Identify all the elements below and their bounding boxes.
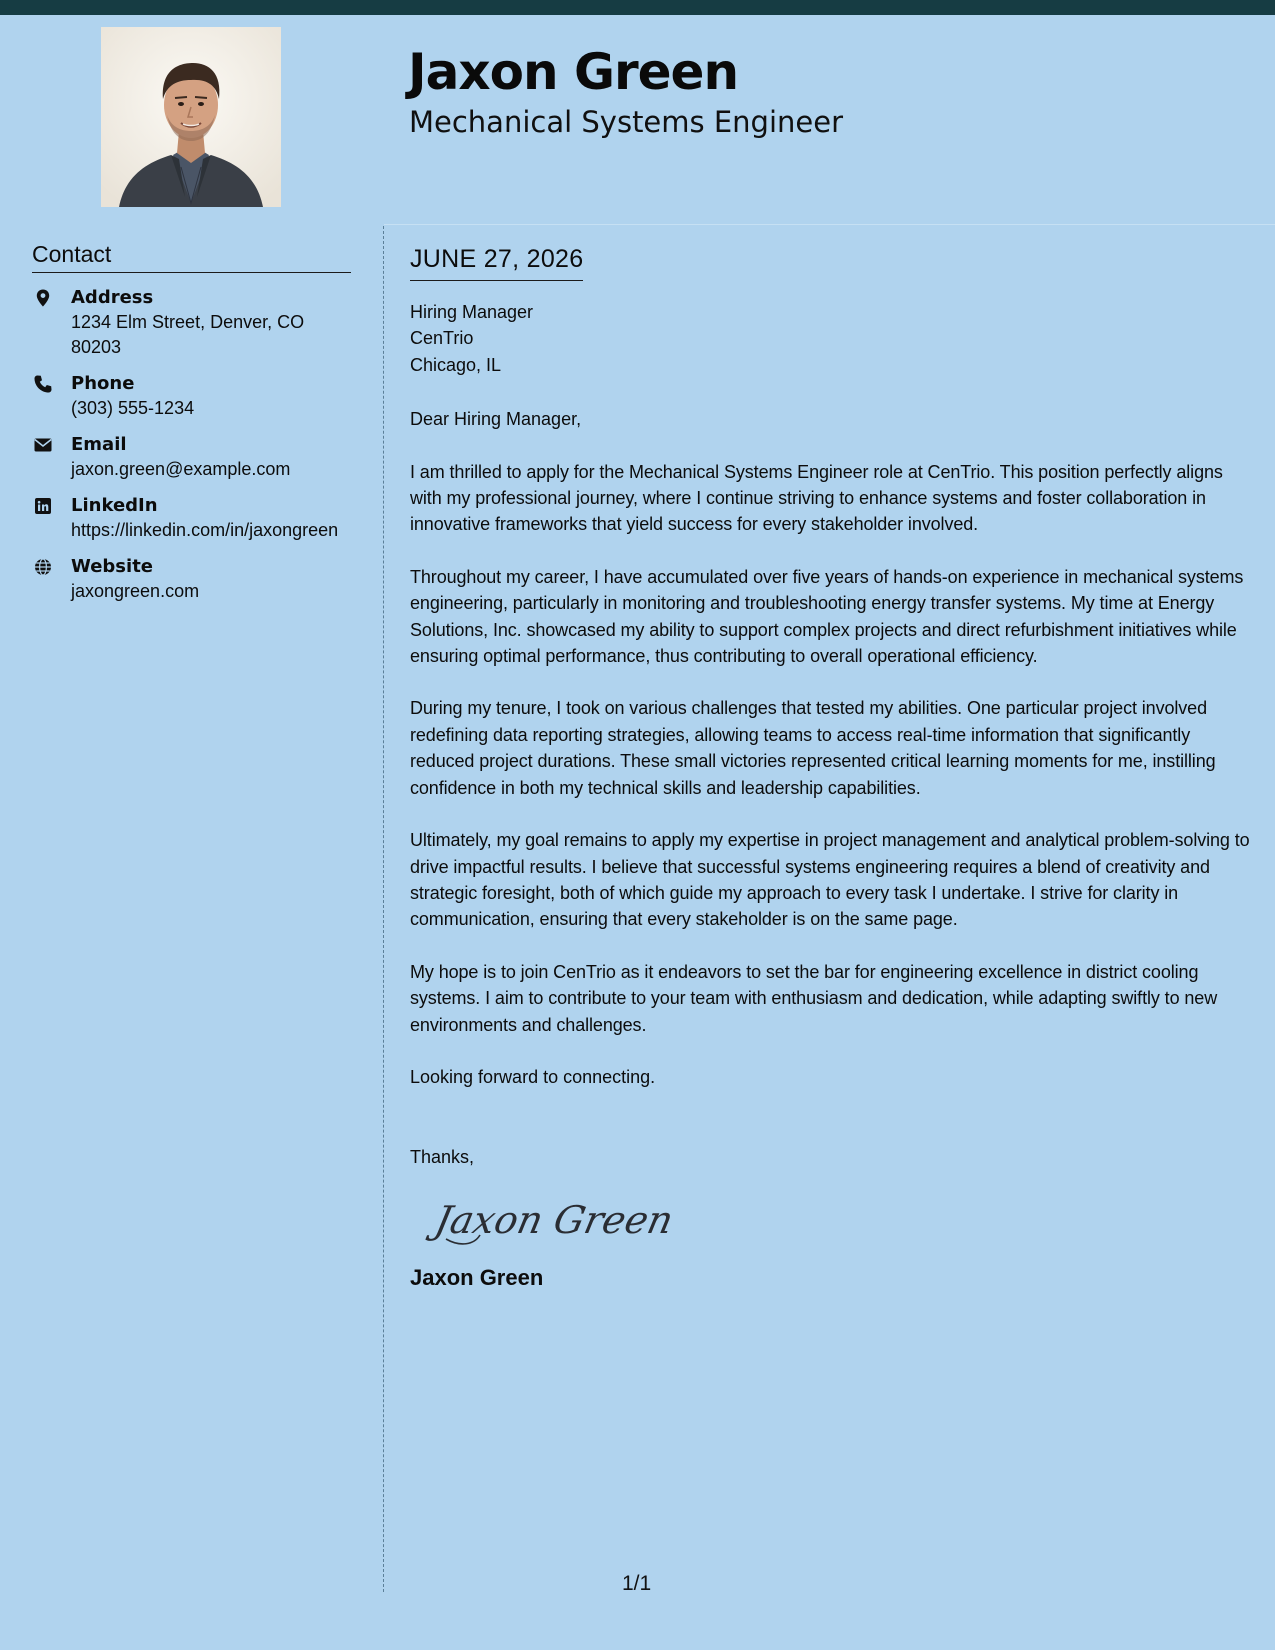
- applicant-name: Jaxon Green: [408, 43, 739, 101]
- address-value: 1234 Elm Street, Denver, CO 80203: [71, 312, 305, 357]
- recipient-company: CenTrio: [410, 328, 474, 349]
- contact-linkedin: [32, 493, 351, 543]
- contact-label: Address: [71, 287, 154, 308]
- contact-phone: [32, 371, 351, 421]
- contact-heading: Contact: [32, 238, 351, 273]
- contact-label: Phone: [71, 373, 135, 394]
- phone-icon: [33, 374, 53, 394]
- handwritten-signature: [430, 1191, 678, 1251]
- letter-date: JUNE 27, 2026: [410, 242, 583, 281]
- sign-off: Thanks,: [410, 1147, 475, 1168]
- top-accent-bar: [0, 0, 1275, 15]
- linkedin-value[interactable]: https://linkedin.com/in/jaxongreen: [71, 520, 339, 540]
- map-pin-icon: [33, 288, 53, 308]
- contact-website: [32, 554, 351, 604]
- body-paragraph: Throughout my career, I have accumulated over five years of hands-on experience in mechanical systems engineering, particularly in monitoring and troubleshooting energy transfer systems. My time at Energy Solutions, Inc. showcased my ability to support complex projects and direct refurbishment initiatives while ensuring optimal performance, thus contributing to overall operational efficiency.: [410, 566, 1244, 667]
- letter-body: [410, 242, 1250, 1293]
- contact-label: Email: [71, 434, 127, 455]
- svg-text:Jaxon Green: Jaxon Green: [430, 1198, 678, 1243]
- recipient-block: [410, 299, 1250, 378]
- contact-label: LinkedIn: [71, 495, 158, 516]
- contact-address: [32, 285, 351, 360]
- website-value[interactable]: jaxongreen.com: [71, 581, 200, 601]
- column-divider: [383, 226, 384, 1592]
- signer-name: Jaxon Green: [410, 1264, 544, 1290]
- header-divider: [384, 224, 1275, 225]
- contact-sidebar: [32, 238, 351, 615]
- recipient-name: Hiring Manager: [410, 302, 534, 322]
- recipient-location: Chicago, IL: [410, 354, 502, 375]
- job-title: Mechanical Systems Engineer: [409, 105, 844, 139]
- body-paragraph: During my tenure, I took on various challenges that tested my abilities. One particular project involved redefining data reporting strategies, allowing teams to access real-time information that significantly reduced project durations. These small victories represented critical learning moments for me, instilling confidence in both my technical skills and leadership capabilities.: [410, 698, 1216, 798]
- email-value[interactable]: jaxon.green@example.com: [71, 459, 291, 479]
- closing-line: Looking forward to connecting.: [410, 1066, 656, 1087]
- body-paragraph: I am thrilled to apply for the Mechanical Systems Engineer role at CenTrio. This position perfectly aligns with my professional journey, where I continue striving to enhance systems and foster collaboration in innovative frameworks that yield success for every stakeholder involved.: [410, 461, 1223, 535]
- contact-email: [32, 432, 351, 482]
- linkedin-icon: [33, 496, 53, 516]
- contact-label: Website: [71, 556, 154, 577]
- page-number: 1/1: [622, 1572, 652, 1595]
- body-paragraph: Ultimately, my goal remains to apply my expertise in project management and analytical problem-solving to drive impactful results. I believe that successful systems engineering requires a blend of creativity and strategic foresight, both of which guide my approach to every task I undertake. I strive for clarity in communication, ensuring that every stakeholder is on the same page.: [410, 830, 1250, 930]
- envelope-icon: [33, 435, 53, 455]
- body-paragraph: My hope is to join CenTrio as it endeavors to set the bar for engineering excellence in district cooling systems. I aim to contribute to your team with enthusiasm and dedication, while adapting swiftly to new environments and challenges.: [410, 961, 1218, 1035]
- profile-photo: [101, 27, 281, 207]
- phone-value[interactable]: (303) 555-1234: [71, 398, 195, 418]
- salutation: Dear Hiring Manager,: [410, 409, 582, 430]
- globe-icon: [33, 557, 53, 577]
